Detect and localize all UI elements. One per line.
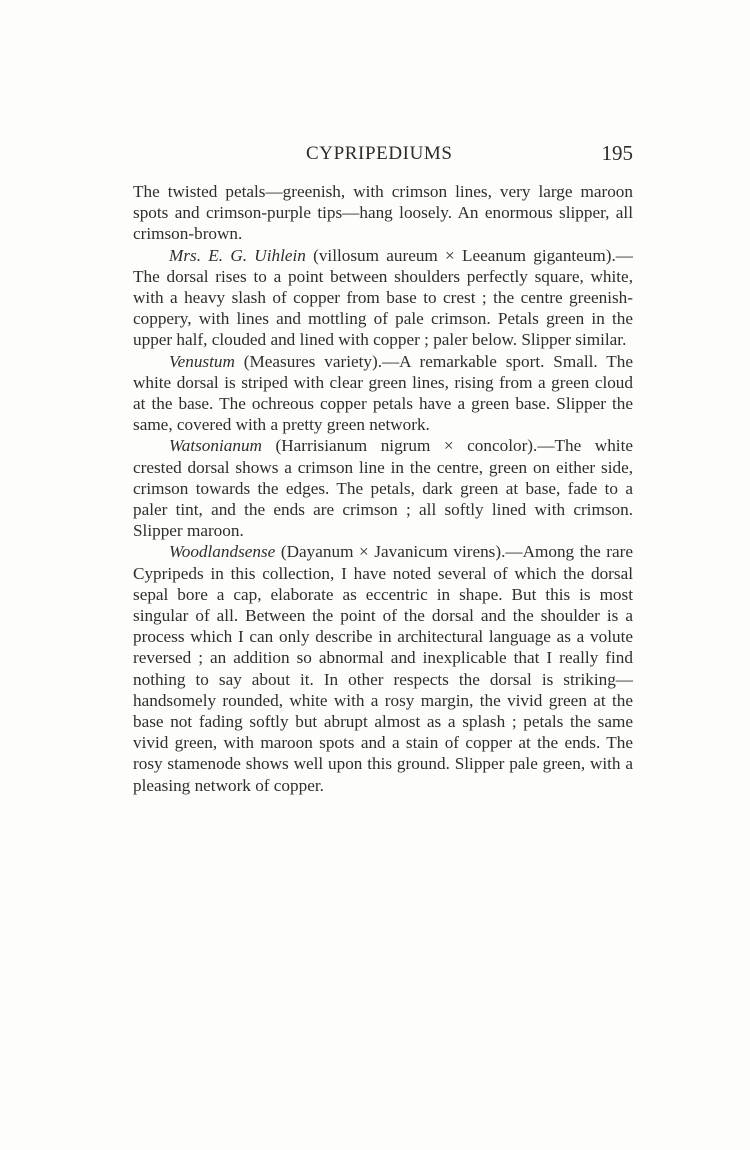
variety-name: Mrs. E. G. Uihlein: [169, 245, 306, 265]
paragraph-text: (Harrisianum nigrum × concolor).—The white crested dorsal shows a crimson line in the centre, green on either side, crimson towards the edges. The petals, dark green at base, fade to a paler tint, and the ends are crimson ; all softly lined with crimson. Slipper maroon.: [133, 436, 633, 541]
paragraph-continuation: [133, 181, 633, 245]
paragraph-uihlein: [133, 245, 633, 351]
page-number: 195: [601, 141, 633, 165]
paragraph-text: (Measures variety).—A remarkable sport. Small. The white dorsal is striped with clear green lines, rising from a green cloud at the base. The ochreous copper petals have a green base. Slipper the same, covered with a pretty green network.: [133, 351, 633, 435]
paragraph-text: (Dayanum × Javanicum virens).—Among the rare Cypripeds in this collection, I have noted several of which the dorsal sepal bore a cap, elaborate as eccentric in shape. But this is most singular of all. Between the point of the dorsal and the shoulder is a process which I can only describe in architectural language as a volute reversed ; an addition so abnormal and inexplicable that I really find nothing to say about it. In other respects the dorsal is striking—handsomely rounded, white with a rosy margin, the vivid green at the base not fading softly but abrupt almost as a splash ; petals the same vivid green, with maroon spots and a stain of copper at the ends. The rosy stamenode shows well upon this ground. Slipper pale green, with a pleasing network of copper.: [133, 542, 633, 795]
paragraph-woodlandsense: [133, 541, 633, 795]
paragraph-watsonianum: [133, 435, 633, 541]
paragraph-text: The twisted petals—greenish, with crimson lines, very large maroon spots and crimson-purple tips—hang loosely. An enormous slipper, all crimson-brown.: [133, 182, 633, 244]
variety-name: Watsonianum: [169, 436, 262, 456]
paragraph-text: (villosum aureum × Leeanum giganteum).—The dorsal rises to a point between shoulders perfectly square, white, with a heavy slash of copper from base to crest ; the centre greenish-coppery, with lines and mottling of pale crimson. Petals green in the upper half, clouded and lined with copper ; paler below. Slipper similar.: [133, 245, 633, 350]
variety-name: Woodlandsense: [169, 542, 276, 562]
body-text: [133, 181, 633, 796]
running-title: CYPRIPEDIUMS: [306, 143, 453, 164]
variety-name: Venustum: [169, 351, 235, 371]
page-header: [133, 140, 633, 170]
paragraph-venustum: [133, 351, 633, 436]
